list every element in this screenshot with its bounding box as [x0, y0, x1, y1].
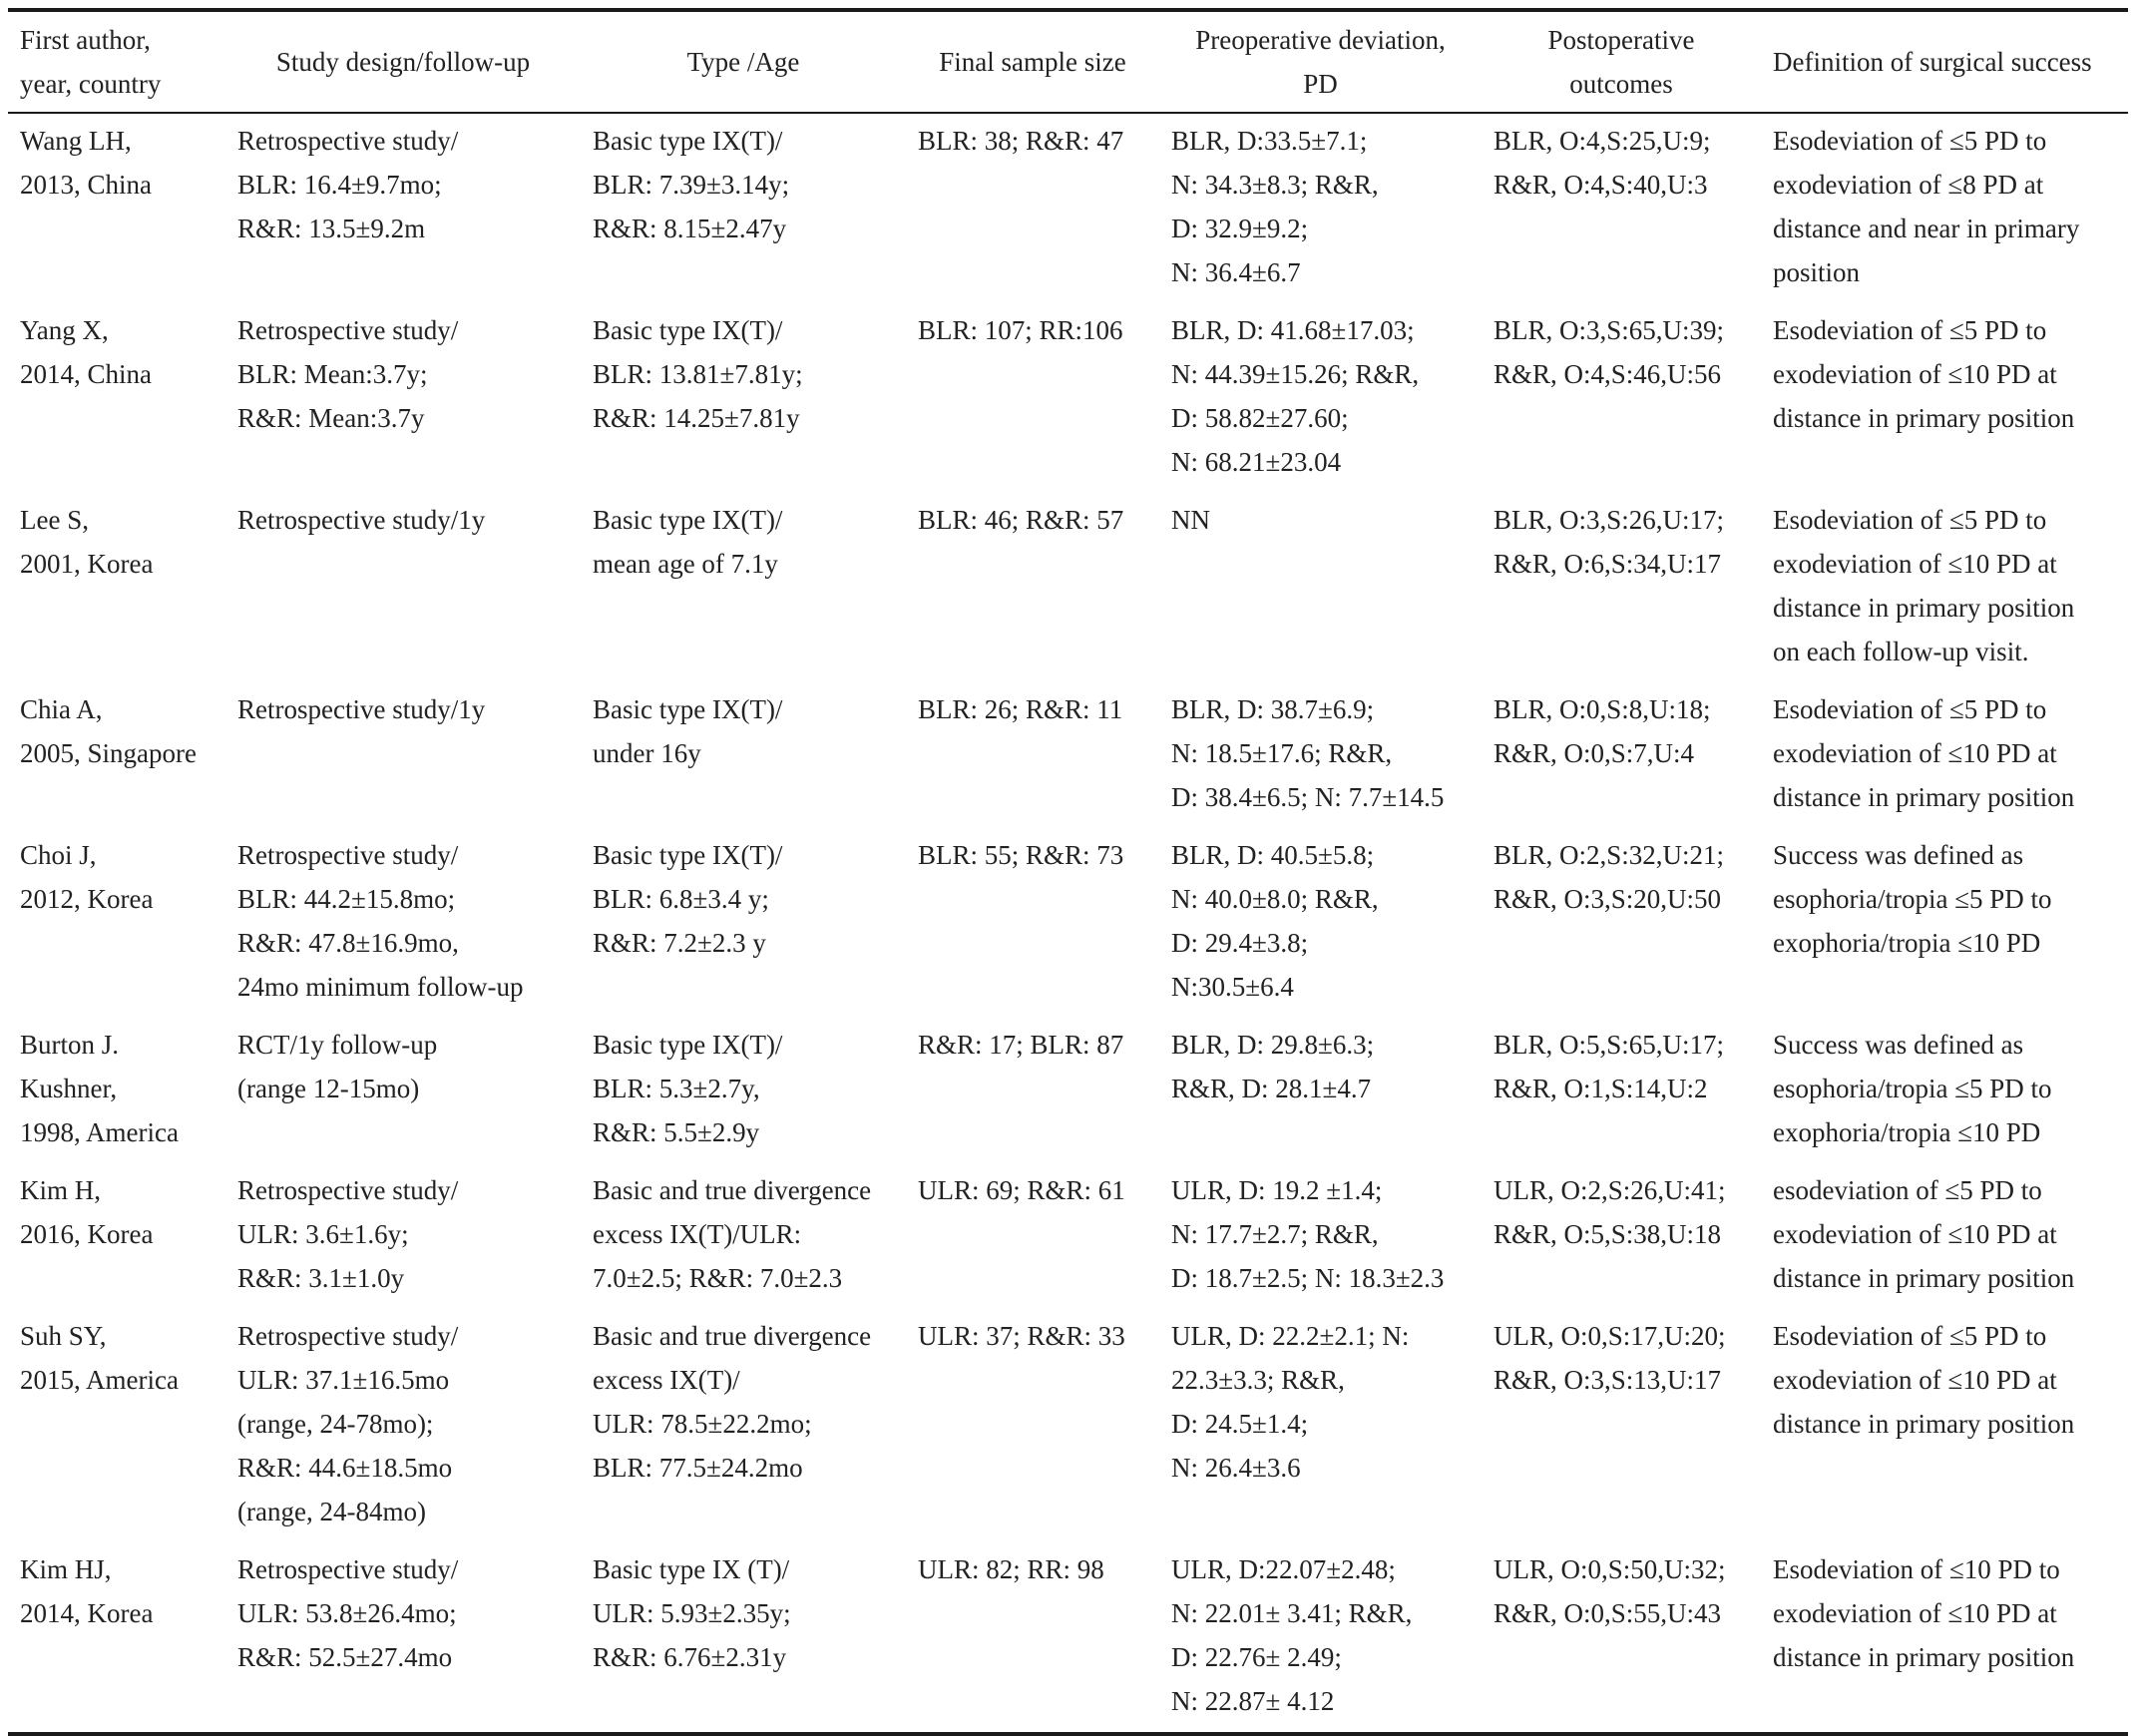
cell-text-line: ULR: 82; RR: 98 [918, 1554, 1104, 1584]
cell-text-line: exodeviation of ≤10 PD at [1773, 549, 2057, 579]
cell-text-line: (range 12-15mo) [237, 1074, 420, 1103]
cell-text-line: Basic type IX(T)/ [593, 505, 783, 535]
header-author [8, 10, 225, 113]
cell-text-line: Basic type IX(T)/ [593, 126, 783, 156]
cell-preop-deviation [1159, 493, 1482, 682]
cell-text-line: distance in primary position [1773, 1263, 2075, 1293]
cell-text-line: ULR, D: 19.2 ±1.4; [1171, 1175, 1383, 1205]
cell-study-design [225, 1163, 581, 1309]
cell-study-design [225, 828, 581, 1018]
cell-text-line: ULR: 5.93±2.35y; [593, 1598, 791, 1628]
cell-study-design [225, 1309, 581, 1542]
cell-text-line: exodeviation of ≤10 PD at [1773, 1219, 2057, 1249]
cell-text-line: N: 40.0±8.0; R&R, [1171, 884, 1379, 914]
cell-text-line: BLR: 5.3±2.7y, [593, 1074, 760, 1103]
cell-text-line: ULR, O:2,S:26,U:41; [1494, 1175, 1726, 1205]
cell-text-line: R&R, O:4,S:46,U:56 [1494, 359, 1722, 389]
cell-text-line: BLR, O:5,S:65,U:17; [1494, 1030, 1725, 1060]
cell-text-line: R&R: 13.5±9.2m [237, 214, 426, 243]
header-text-line: PD [1303, 69, 1338, 99]
cell-text-line: R&R, O:0,S:55,U:43 [1494, 1598, 1722, 1628]
cell-text-line: Esodeviation of ≤5 PD to [1773, 1321, 2047, 1351]
cell-success-definition [1761, 303, 2128, 493]
cell-text-line: RCT/1y follow-up [237, 1030, 438, 1060]
header-success-definition [1761, 10, 2128, 113]
table-row [8, 682, 2128, 828]
cell-postop-outcomes [1482, 682, 1761, 828]
cell-preop-deviation [1159, 1018, 1482, 1163]
cell-text-line: BLR, O:0,S:8,U:18; [1494, 694, 1711, 724]
cell-author [8, 682, 225, 828]
header-sample-size [906, 10, 1159, 113]
cell-text-line: exodeviation of ≤8 PD at [1773, 170, 2044, 200]
cell-text-line: R&R, O:5,S:38,U:18 [1494, 1219, 1722, 1249]
cell-text-line: BLR: 7.39±3.14y; [593, 170, 790, 200]
cell-text-line: distance in primary position [1773, 593, 2075, 623]
cell-text-line: R&R: 3.1±1.0y [237, 1263, 405, 1293]
cell-text-line: exophoria/tropia ≤10 PD [1773, 1117, 2041, 1147]
cell-text-line: Yang X, [20, 315, 109, 345]
cell-text-line: ULR: 37.1±16.5mo [237, 1365, 450, 1395]
cell-text-line: BLR, D:33.5±7.1; [1171, 126, 1368, 156]
cell-text-line: R&R, O:3,S:13,U:17 [1494, 1365, 1722, 1395]
cell-text-line: Retrospective study/ [237, 1554, 459, 1584]
cell-sample-size [906, 828, 1159, 1018]
cell-postop-outcomes [1482, 1018, 1761, 1163]
cell-text-line: ULR: 3.6±1.6y; [237, 1219, 409, 1249]
cell-text-line: BLR, D: 29.8±6.3; [1171, 1030, 1375, 1060]
cell-text-line: Basic and true divergence [593, 1175, 872, 1205]
cell-text-line: BLR: 26; R&R: 11 [918, 694, 1123, 724]
cell-text-line: 2005, Singapore [20, 738, 197, 768]
cell-sample-size [906, 682, 1159, 828]
cell-postop-outcomes [1482, 828, 1761, 1018]
cell-text-line: N: 26.4±3.6 [1171, 1453, 1301, 1483]
cell-text-line: Chia A, [20, 694, 103, 724]
cell-text-line: Kushner, [20, 1074, 118, 1103]
table-row [8, 303, 2128, 493]
cell-text-line: BLR, D: 38.7±6.9; [1171, 694, 1375, 724]
cell-type-age [581, 1309, 906, 1542]
header-study-design [225, 10, 581, 113]
cell-text-line: distance in primary position [1773, 403, 2075, 433]
cell-text-line: ULR: 53.8±26.4mo; [237, 1598, 457, 1628]
cell-preop-deviation [1159, 1542, 1482, 1734]
cell-type-age [581, 828, 906, 1018]
cell-text-line: Basic and true divergence [593, 1321, 872, 1351]
cell-text-line: Burton J. [20, 1030, 120, 1060]
header-text-line: Type /Age [686, 47, 800, 77]
cell-text-line: R&R: 52.5±27.4mo [237, 1642, 453, 1672]
cell-text-line: N: 34.3±8.3; R&R, [1171, 170, 1379, 200]
cell-text-line: Retrospective study/ [237, 315, 459, 345]
cell-text-line: BLR, D: 41.68±17.03; [1171, 315, 1415, 345]
cell-text-line: ULR, O:0,S:17,U:20; [1494, 1321, 1726, 1351]
cell-text-line: N: 22.01± 3.41; R&R, [1171, 1598, 1413, 1628]
cell-type-age [581, 303, 906, 493]
cell-text-line: R&R: 47.8±16.9mo, [237, 928, 459, 958]
cell-text-line: BLR, O:3,S:26,U:17; [1494, 505, 1725, 535]
cell-text-line: BLR, O:2,S:32,U:21; [1494, 840, 1725, 870]
cell-text-line: R&R: Mean:3.7y [237, 403, 425, 433]
cell-text-line: Kim H, [20, 1175, 101, 1205]
cell-text-line: R&R: 6.76±2.31y [593, 1642, 787, 1672]
cell-text-line: BLR: 6.8±3.4 y; [593, 884, 769, 914]
cell-text-line: 1998, America [20, 1117, 179, 1147]
cell-study-design [225, 493, 581, 682]
cell-text-line: R&R: 14.25±7.81y [593, 403, 800, 433]
cell-text-line: distance and near in primary [1773, 214, 2080, 243]
cell-text-line: R&R, O:3,S:20,U:50 [1494, 884, 1722, 914]
cell-text-line: Esodeviation of ≤5 PD to [1773, 694, 2047, 724]
cell-type-age [581, 682, 906, 828]
cell-author [8, 113, 225, 303]
cell-success-definition [1761, 682, 2128, 828]
cell-text-line: R&R: 7.2±2.3 y [593, 928, 766, 958]
cell-text-line: N: 22.87± 4.12 [1171, 1686, 1335, 1716]
cell-text-line: (range, 24-84mo) [237, 1497, 426, 1526]
cell-text-line: excess IX(T)/ [593, 1365, 740, 1395]
cell-text-line: Success was defined as [1773, 1030, 2024, 1060]
cell-text-line: Basic type IX(T)/ [593, 840, 783, 870]
cell-text-line: ULR: 37; R&R: 33 [918, 1321, 1125, 1351]
header-preop-deviation [1159, 10, 1482, 113]
header-text-line: First author, [20, 25, 151, 55]
cell-type-age [581, 1163, 906, 1309]
cell-sample-size [906, 1018, 1159, 1163]
cell-text-line: Esodeviation of ≤5 PD to [1773, 505, 2047, 535]
cell-postop-outcomes [1482, 113, 1761, 303]
cell-text-line: D: 22.76± 2.49; [1171, 1642, 1342, 1672]
cell-text-line: R&R, D: 28.1±4.7 [1171, 1074, 1372, 1103]
cell-sample-size [906, 113, 1159, 303]
header-type-age [581, 10, 906, 113]
cell-text-line: 2014, China [20, 359, 152, 389]
cell-text-line: R&R, O:0,S:7,U:4 [1494, 738, 1695, 768]
cell-text-line: Retrospective study/ [237, 1175, 459, 1205]
cell-preop-deviation [1159, 1163, 1482, 1309]
cell-text-line: Basic type IX(T)/ [593, 315, 783, 345]
cell-text-line: exodeviation of ≤10 PD at [1773, 1598, 2057, 1628]
cell-text-line: Esodeviation of ≤5 PD to [1773, 126, 2047, 156]
cell-text-line: N:30.5±6.4 [1171, 972, 1294, 1002]
cell-text-line: Choi J, [20, 840, 97, 870]
cell-text-line: ULR: 78.5±22.2mo; [593, 1409, 812, 1439]
cell-author [8, 828, 225, 1018]
cell-text-line: ULR: 69; R&R: 61 [918, 1175, 1125, 1205]
cell-text-line: Retrospective study/1y [237, 694, 486, 724]
cell-preop-deviation [1159, 1309, 1482, 1542]
cell-text-line: exophoria/tropia ≤10 PD [1773, 928, 2041, 958]
cell-type-age [581, 1018, 906, 1163]
cell-success-definition [1761, 1542, 2128, 1734]
table-row [8, 113, 2128, 303]
table-row [8, 828, 2128, 1018]
cell-sample-size [906, 1163, 1159, 1309]
cell-text-line: ULR, D: 22.2±2.1; N: [1171, 1321, 1410, 1351]
cell-text-line: 2015, America [20, 1365, 179, 1395]
cell-text-line: Retrospective study/ [237, 1321, 459, 1351]
cell-text-line: Basic type IX(T)/ [593, 1030, 783, 1060]
cell-type-age [581, 113, 906, 303]
cell-text-line: Success was defined as [1773, 840, 2024, 870]
cell-text-line: exodeviation of ≤10 PD at [1773, 359, 2057, 389]
cell-text-line: excess IX(T)/ULR: [593, 1219, 802, 1249]
cell-success-definition [1761, 828, 2128, 1018]
cell-author [8, 1542, 225, 1734]
cell-text-line: R&R, O:6,S:34,U:17 [1494, 549, 1722, 579]
cell-sample-size [906, 1309, 1159, 1542]
cell-text-line: R&R: 5.5±2.9y [593, 1117, 760, 1147]
cell-text-line: esophoria/tropia ≤5 PD to [1773, 1074, 2052, 1103]
header-text-line: Preoperative deviation, [1195, 25, 1446, 55]
cell-text-line: NN [1171, 505, 1210, 535]
cell-text-line: 2014, Korea [20, 1598, 154, 1628]
header-text-line: Final sample size [939, 47, 1126, 77]
cell-text-line: BLR, O:4,S:25,U:9; [1494, 126, 1711, 156]
cell-text-line: 22.3±3.3; R&R, [1171, 1365, 1345, 1395]
cell-text-line: 2001, Korea [20, 549, 154, 579]
cell-sample-size [906, 493, 1159, 682]
header-text-line: Definition of surgical success [1773, 47, 2092, 77]
cell-text-line: position [1773, 257, 1861, 287]
cell-text-line: 2013, China [20, 170, 152, 200]
cell-text-line: Retrospective study/ [237, 840, 459, 870]
table-header [8, 10, 2128, 113]
cell-text-line: mean age of 7.1y [593, 549, 778, 579]
cell-text-line: Lee S, [20, 505, 89, 535]
cell-text-line: exodeviation of ≤10 PD at [1773, 1365, 2057, 1395]
cell-author [8, 303, 225, 493]
cell-text-line: D: 24.5±1.4; [1171, 1409, 1309, 1439]
cell-text-line: distance in primary position [1773, 1642, 2075, 1672]
table-body [8, 113, 2128, 1734]
cell-author [8, 1309, 225, 1542]
cell-text-line: Esodeviation of ≤5 PD to [1773, 315, 2047, 345]
header-text-line: outcomes [1569, 69, 1673, 99]
cell-text-line: BLR: 107; RR:106 [918, 315, 1123, 345]
cell-text-line: R&R, O:1,S:14,U:2 [1494, 1074, 1708, 1103]
cell-text-line: exodeviation of ≤10 PD at [1773, 738, 2057, 768]
cell-author [8, 1018, 225, 1163]
cell-text-line: BLR: 77.5±24.2mo [593, 1453, 803, 1483]
cell-postop-outcomes [1482, 1163, 1761, 1309]
cell-text-line: D: 18.7±2.5; N: 18.3±2.3 [1171, 1263, 1445, 1293]
table-row [8, 493, 2128, 682]
cell-text-line: under 16y [593, 738, 701, 768]
cell-type-age [581, 493, 906, 682]
cell-text-line: R&R, O:4,S:40,U:3 [1494, 170, 1708, 200]
cell-text-line: 2012, Korea [20, 884, 154, 914]
cell-postop-outcomes [1482, 1542, 1761, 1734]
header-text-line: year, country [20, 69, 162, 99]
cell-preop-deviation [1159, 682, 1482, 828]
cell-text-line: Kim HJ, [20, 1554, 112, 1584]
cell-text-line: distance in primary position [1773, 1409, 2075, 1439]
header-row [8, 10, 2128, 113]
cell-postop-outcomes [1482, 303, 1761, 493]
cell-study-design [225, 1542, 581, 1734]
cell-text-line: Suh SY, [20, 1321, 107, 1351]
cell-preop-deviation [1159, 828, 1482, 1018]
cell-text-line: Basic type IX (T)/ [593, 1554, 790, 1584]
cell-text-line: (range, 24-78mo); [237, 1409, 434, 1439]
cell-text-line: BLR: 46; R&R: 57 [918, 505, 1124, 535]
header-text-line: Postoperative [1547, 25, 1695, 55]
cell-text-line: distance in primary position [1773, 782, 2075, 812]
cell-preop-deviation [1159, 113, 1482, 303]
cell-success-definition [1761, 1309, 2128, 1542]
cell-text-line: BLR: 13.81±7.81y; [593, 359, 803, 389]
study-characteristics-table [8, 8, 2128, 1736]
cell-text-line: esophoria/tropia ≤5 PD to [1773, 884, 2052, 914]
cell-text-line: ULR, O:0,S:50,U:32; [1494, 1554, 1726, 1584]
cell-text-line: esodeviation of ≤5 PD to [1773, 1175, 2042, 1205]
cell-author [8, 493, 225, 682]
cell-text-line: Esodeviation of ≤10 PD to [1773, 1554, 2060, 1584]
cell-text-line: 7.0±2.5; R&R: 7.0±2.3 [593, 1263, 843, 1293]
cell-text-line: D: 58.82±27.60; [1171, 403, 1349, 433]
cell-text-line: BLR, O:3,S:65,U:39; [1494, 315, 1725, 345]
cell-study-design [225, 303, 581, 493]
cell-text-line: N: 36.4±6.7 [1171, 257, 1301, 287]
header-text-line: Study design/follow-up [275, 47, 531, 77]
table-row [8, 1309, 2128, 1542]
cell-text-line: D: 32.9±9.2; [1171, 214, 1309, 243]
cell-text-line: Wang LH, [20, 126, 132, 156]
cell-text-line: 2016, Korea [20, 1219, 154, 1249]
cell-text-line: N: 17.7±2.7; R&R, [1171, 1219, 1379, 1249]
cell-text-line: N: 18.5±17.6; R&R, [1171, 738, 1393, 768]
cell-success-definition [1761, 1163, 2128, 1309]
cell-text-line: BLR: 44.2±15.8mo; [237, 884, 456, 914]
cell-text-line: N: 68.21±23.04 [1171, 447, 1342, 477]
header-postop-outcomes [1482, 10, 1761, 113]
cell-text-line: BLR: 38; R&R: 47 [918, 126, 1124, 156]
cell-author [8, 1163, 225, 1309]
cell-text-line: D: 38.4±6.5; N: 7.7±14.5 [1171, 782, 1445, 812]
cell-sample-size [906, 1542, 1159, 1734]
cell-text-line: Basic type IX(T)/ [593, 694, 783, 724]
cell-text-line: BLR: 16.4±9.7mo; [237, 170, 442, 200]
cell-text-line: BLR: Mean:3.7y; [237, 359, 428, 389]
cell-postop-outcomes [1482, 1309, 1761, 1542]
cell-text-line: 24mo minimum follow-up [237, 972, 524, 1002]
table-row [8, 1542, 2128, 1734]
cell-text-line: BLR: 55; R&R: 73 [918, 840, 1124, 870]
cell-preop-deviation [1159, 303, 1482, 493]
cell-study-design [225, 113, 581, 303]
cell-text-line: R&R: 44.6±18.5mo [237, 1453, 453, 1483]
cell-type-age [581, 1542, 906, 1734]
cell-success-definition [1761, 493, 2128, 682]
cell-success-definition [1761, 113, 2128, 303]
cell-text-line: R&R: 8.15±2.47y [593, 214, 787, 243]
cell-text-line: Retrospective study/1y [237, 505, 486, 535]
cell-study-design [225, 1018, 581, 1163]
cell-text-line: D: 29.4±3.8; [1171, 928, 1309, 958]
cell-text-line: R&R: 17; BLR: 87 [918, 1030, 1124, 1060]
study-table-container [8, 8, 2128, 1736]
cell-text-line: ULR, D:22.07±2.48; [1171, 1554, 1396, 1584]
cell-success-definition [1761, 1018, 2128, 1163]
cell-text-line: BLR, D: 40.5±5.8; [1171, 840, 1375, 870]
cell-text-line: on each follow-up visit. [1773, 637, 2029, 666]
table-row [8, 1018, 2128, 1163]
table-row [8, 1163, 2128, 1309]
cell-text-line: Retrospective study/ [237, 126, 459, 156]
cell-sample-size [906, 303, 1159, 493]
cell-postop-outcomes [1482, 493, 1761, 682]
cell-text-line: N: 44.39±15.26; R&R, [1171, 359, 1420, 389]
cell-study-design [225, 682, 581, 828]
